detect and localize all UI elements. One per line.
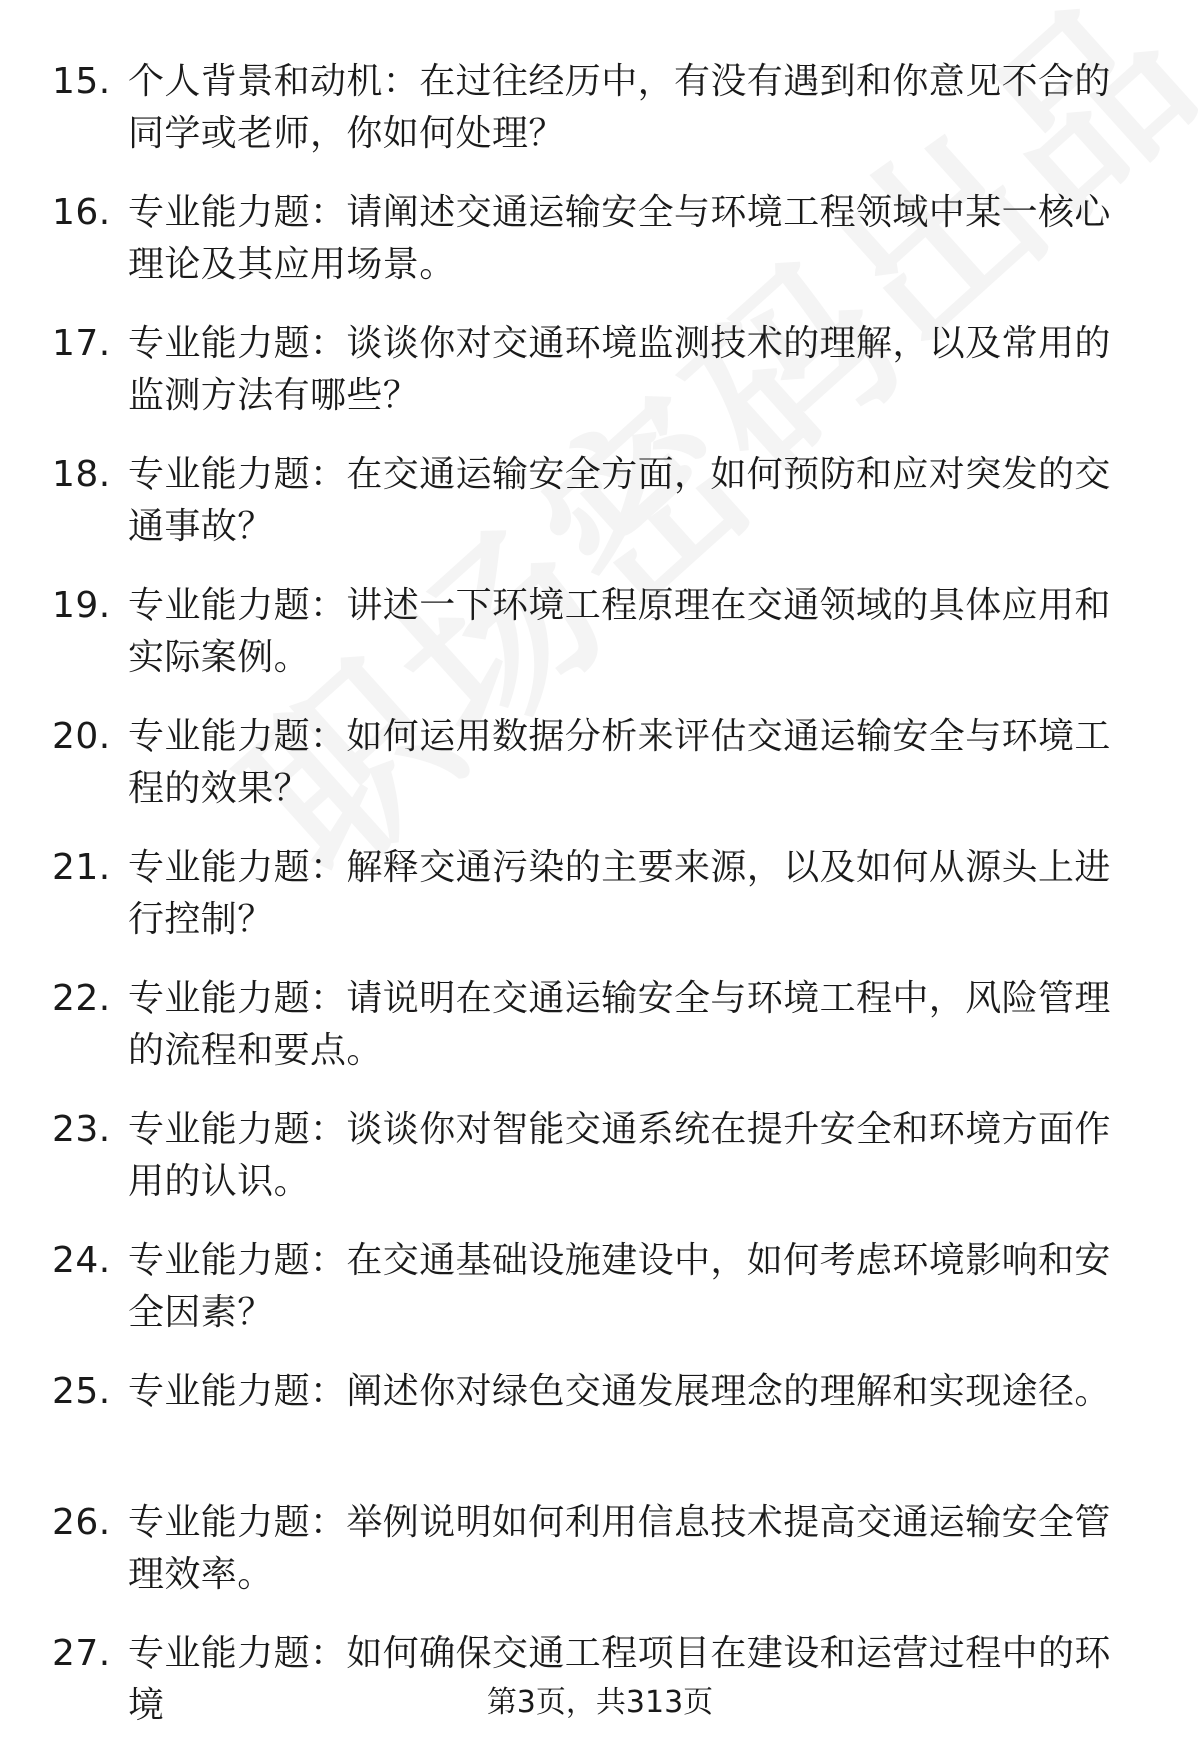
question-number: 26. <box>52 1502 111 1543</box>
question-text: 专业能力题：如何确保交通工程项目在建设和运营过程中的环境 <box>128 1633 1111 1726</box>
question-number: 22. <box>52 978 111 1019</box>
question-number: 23. <box>52 1109 111 1150</box>
question-number: 25. <box>52 1371 111 1412</box>
list-item <box>52 711 1142 842</box>
question-text: 专业能力题：谈谈你对交通环境监测技术的理解，以及常用的监测方法有哪些？ <box>128 323 1111 416</box>
list-item <box>52 1235 1142 1366</box>
question-text: 专业能力题：如何运用数据分析来评估交通运输安全与环境工程的效果？ <box>128 716 1111 809</box>
page-footer: 第3页，共313页 <box>486 1685 714 1720</box>
list-item <box>52 973 1142 1104</box>
list-item <box>52 449 1142 580</box>
list-item <box>52 1104 1142 1235</box>
question-number: 16. <box>52 192 111 233</box>
question-text: 专业能力题：请说明在交通运输安全与环境工程中，风险管理的流程和要点。 <box>128 978 1111 1071</box>
question-number: 21. <box>52 847 111 888</box>
list-item <box>52 187 1142 318</box>
question-text: 专业能力题：在交通基础设施建设中，如何考虑环境影响和安全因素？ <box>128 1240 1111 1333</box>
list-item <box>52 580 1142 711</box>
list-item <box>52 1366 1142 1497</box>
question-text: 专业能力题：阐述你对绿色交通发展理念的理解和实现途径。 <box>128 1371 1111 1412</box>
question-number: 17. <box>52 323 111 364</box>
question-number: 19. <box>52 585 111 626</box>
question-text: 专业能力题：举例说明如何利用信息技术提高交通运输安全管理效率。 <box>128 1502 1111 1595</box>
question-text: 专业能力题：请阐述交通运输安全与环境工程领域中某一核心理论及其应用场景。 <box>128 192 1111 285</box>
list-item <box>52 842 1142 973</box>
list-item <box>52 1497 1142 1628</box>
question-number: 20. <box>52 716 111 757</box>
question-text: 专业能力题：讲述一下环境工程原理在交通领域的具体应用和实际案例。 <box>128 585 1111 678</box>
question-number: 24. <box>52 1240 111 1281</box>
question-number: 15. <box>52 61 111 102</box>
question-text: 专业能力题：在交通运输安全方面，如何预防和应对突发的交通事故？ <box>128 454 1111 547</box>
list-item <box>52 56 1142 187</box>
question-text: 专业能力题：谈谈你对智能交通系统在提升安全和环境方面作用的认识。 <box>128 1109 1111 1202</box>
question-text: 个人背景和动机：在过往经历中，有没有遇到和你意见不合的同学或老师，你如何处理？ <box>128 61 1111 154</box>
question-list <box>52 56 1142 1759</box>
list-item <box>52 318 1142 449</box>
question-number: 27. <box>52 1633 111 1674</box>
question-number: 18. <box>52 454 111 495</box>
question-text: 专业能力题：解释交通污染的主要来源，以及如何从源头上进行控制？ <box>128 847 1111 940</box>
